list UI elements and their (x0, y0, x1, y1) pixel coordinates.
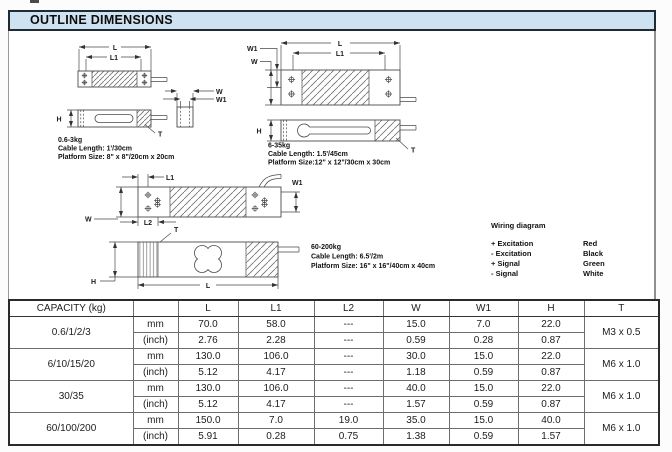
dim-value-cell: 1.18 (383, 365, 449, 381)
dim-value-cell: 1.57 (518, 429, 584, 446)
unit-cell: (inch) (133, 365, 178, 381)
table-row (9, 349, 659, 365)
dimension-l1-medium (293, 51, 385, 70)
dim-label-l: L (112, 45, 118, 52)
dim-value-cell: 106.0 (238, 381, 314, 397)
dim-value-cell: 130.0 (178, 349, 238, 365)
dim-value-cell: 7.0 (238, 413, 314, 429)
diagram-area (8, 31, 656, 299)
wiring-color: Red (583, 239, 598, 248)
dim-label-w1: W1 (216, 97, 227, 104)
dim-label-l1: L1 (166, 175, 175, 182)
section-title: OUTLINE DIMENSIONS (30, 13, 173, 27)
dim-label-l1: L1 (335, 51, 345, 58)
wiring-label: - Signal (491, 269, 519, 278)
wiring-color: Green (583, 259, 605, 268)
dim-value-cell: 4.17 (238, 365, 314, 381)
cable-stub (151, 78, 167, 82)
cable-curve (259, 175, 281, 188)
large-side-view (138, 227, 299, 277)
cable-stub (278, 247, 299, 252)
dim-value-cell: 0.59 (449, 365, 518, 381)
cable-stub (400, 126, 416, 131)
small-top-view (78, 71, 167, 87)
dim-value-cell: 5.91 (178, 429, 238, 446)
small-caption (58, 137, 174, 161)
unit-cell: mm (133, 381, 178, 397)
dimension-h-large (91, 242, 138, 286)
col-header-t: T (584, 300, 659, 317)
wiring-label: + Signal (491, 259, 520, 268)
platform-size-label: Platform Size:12" x 12"/30cm x 30cm (268, 159, 391, 167)
col-header-l: L (178, 300, 238, 317)
capacity-range-label: 0.6-3kg (58, 137, 83, 144)
dim-value-cell: 40.0 (518, 413, 584, 429)
thread-spec-cell: M6 x 1.0 (584, 349, 659, 381)
dim-value-cell: 2.28 (238, 333, 314, 349)
dim-value-cell: 0.59 (449, 397, 518, 413)
col-header-unit (133, 300, 178, 317)
dimension-w-w1-medium (247, 46, 281, 105)
dim-label-h: H (56, 116, 62, 124)
dim-value-cell: 58.0 (238, 317, 314, 333)
dim-value-cell: 0.59 (449, 429, 518, 446)
col-header-l2: L2 (314, 300, 383, 317)
col-header-l1: L1 (238, 300, 314, 317)
dim-value-cell: 0.75 (314, 429, 383, 446)
load-cell-small-diagram (56, 45, 226, 161)
dim-value-cell: 15.0 (449, 413, 518, 429)
dimension-l1-large (122, 174, 174, 187)
capacity-range-label: 6-35kg (268, 142, 291, 150)
dimension-l-large (138, 277, 278, 290)
capacity-cell: 30/35 (9, 381, 133, 413)
wiring-label: - Excitation (491, 249, 532, 258)
cable-length-label: Cable Length: 6.5'/2m (311, 253, 384, 261)
medium-caption (268, 143, 390, 167)
dim-value-cell: 19.0 (314, 413, 383, 429)
cable-length-label: Cable Length: 1.5'/45cm (268, 151, 348, 158)
unit-cell: (inch) (133, 333, 178, 349)
medium-top-view (281, 70, 416, 105)
wiring-title: Wiring diagram (491, 221, 546, 230)
dim-value-cell: 1.57 (383, 397, 449, 413)
unit-cell: mm (133, 349, 178, 365)
dim-label-w: W (251, 59, 258, 66)
col-header-w1: W1 (449, 300, 518, 317)
thread-spec-cell: M6 x 1.0 (584, 413, 659, 446)
dim-label-w: W (85, 216, 92, 224)
dim-value-cell: 7.0 (449, 317, 518, 333)
cable-length-label: Cable Length: 1'/30cm (58, 145, 133, 153)
dimension-l1-small (86, 55, 141, 71)
dim-value-cell: 0.87 (518, 333, 584, 349)
dim-label-l2: L2 (143, 220, 153, 227)
capacity-range-label: 60-200kg (311, 244, 341, 251)
small-end-view (163, 89, 227, 127)
wiring-color: White (583, 269, 604, 278)
dim-value-cell: --- (314, 333, 383, 349)
dimensions-table (8, 299, 660, 446)
dim-value-cell: 106.0 (238, 349, 314, 365)
dim-value-cell: 15.0 (449, 349, 518, 365)
table-row (9, 317, 659, 333)
platform-size-label: Platform Size: 8" x 8"/20cm x 20cm (58, 154, 175, 161)
dim-value-cell: 0.59 (383, 333, 449, 349)
dim-value-cell: 35.0 (383, 413, 449, 429)
dimension-w-large (85, 187, 138, 224)
dim-value-cell: 1.38 (383, 429, 449, 446)
dim-label-h: H (91, 279, 97, 286)
table-row (9, 413, 659, 429)
section-header-bar (8, 10, 656, 31)
dim-value-cell: --- (314, 365, 383, 381)
dim-label-l1: L1 (109, 55, 119, 62)
dim-value-cell: 15.0 (449, 381, 518, 397)
dim-label-l: L (337, 41, 343, 48)
dim-value-cell: 5.12 (178, 397, 238, 413)
dim-value-cell: 30.0 (383, 349, 449, 365)
dim-value-cell: 40.0 (383, 381, 449, 397)
dim-label-t: T (158, 131, 163, 139)
table-row (9, 381, 659, 397)
dim-label-w1: W1 (292, 180, 303, 187)
dimension-l2-large (120, 217, 176, 227)
small-side-view (56, 110, 167, 139)
unit-cell: (inch) (133, 397, 178, 413)
wiring-color: Black (583, 249, 604, 258)
capacity-cell: 0.6/1/2/3 (9, 317, 133, 349)
table-header-row (9, 300, 659, 317)
dim-value-cell: 22.0 (518, 317, 584, 333)
dim-value-cell: 22.0 (518, 381, 584, 397)
dim-value-cell: 0.28 (449, 333, 518, 349)
cable-stub (400, 98, 416, 102)
flexure-cutout (95, 115, 133, 123)
col-header-w: W (383, 300, 449, 317)
col-header-capacity: CAPACITY (kg) (9, 300, 133, 317)
cropped-text-fragment (30, 0, 39, 3)
wiring-label: + Excitation (491, 239, 534, 248)
thread-spec-cell: M6 x 1.0 (584, 381, 659, 413)
unit-cell: mm (133, 413, 178, 429)
datasheet-frame (8, 10, 656, 299)
dim-value-cell: --- (314, 381, 383, 397)
dim-label-l: L (205, 283, 211, 290)
dim-value-cell: 70.0 (178, 317, 238, 333)
dim-label-t: T (411, 147, 416, 155)
capacity-cell: 60/100/200 (9, 413, 133, 446)
dim-label-t: T (174, 227, 179, 234)
dim-value-cell: --- (314, 397, 383, 413)
dim-value-cell: 0.28 (238, 429, 314, 446)
platform-size-label: Platform Size: 16" x 16"/40cm x 40cm (311, 263, 436, 270)
col-header-h: H (518, 300, 584, 317)
cable-stub (151, 116, 167, 120)
dim-value-cell: 150.0 (178, 413, 238, 429)
dimension-w1-large (281, 180, 303, 212)
dim-value-cell: 0.87 (518, 397, 584, 413)
large-top-view (138, 175, 281, 218)
dim-value-cell: 130.0 (178, 381, 238, 397)
dim-value-cell: 15.0 (383, 317, 449, 333)
capacity-cell: 6/10/15/20 (9, 349, 133, 381)
load-cell-medium-diagram (247, 41, 416, 167)
dim-label-w1: W1 (247, 46, 258, 53)
wiring-diagram (491, 221, 605, 278)
dim-value-cell: --- (314, 317, 383, 333)
large-caption (311, 244, 435, 270)
clover-cutout (194, 246, 221, 273)
dim-value-cell: 4.17 (238, 397, 314, 413)
outline-drawings-svg (9, 31, 657, 299)
dim-value-cell: 5.12 (178, 365, 238, 381)
load-cell-large-diagram (85, 174, 435, 290)
dim-value-cell: 2.76 (178, 333, 238, 349)
dim-value-cell: 22.0 (518, 349, 584, 365)
dim-value-cell: 0.87 (518, 365, 584, 381)
thread-spec-cell: M3 x 0.5 (584, 317, 659, 349)
unit-cell: mm (133, 317, 178, 333)
unit-cell: (inch) (133, 429, 178, 446)
dim-value-cell: --- (314, 349, 383, 365)
dim-label-w: W (216, 89, 223, 96)
dim-label-h: H (256, 128, 262, 136)
